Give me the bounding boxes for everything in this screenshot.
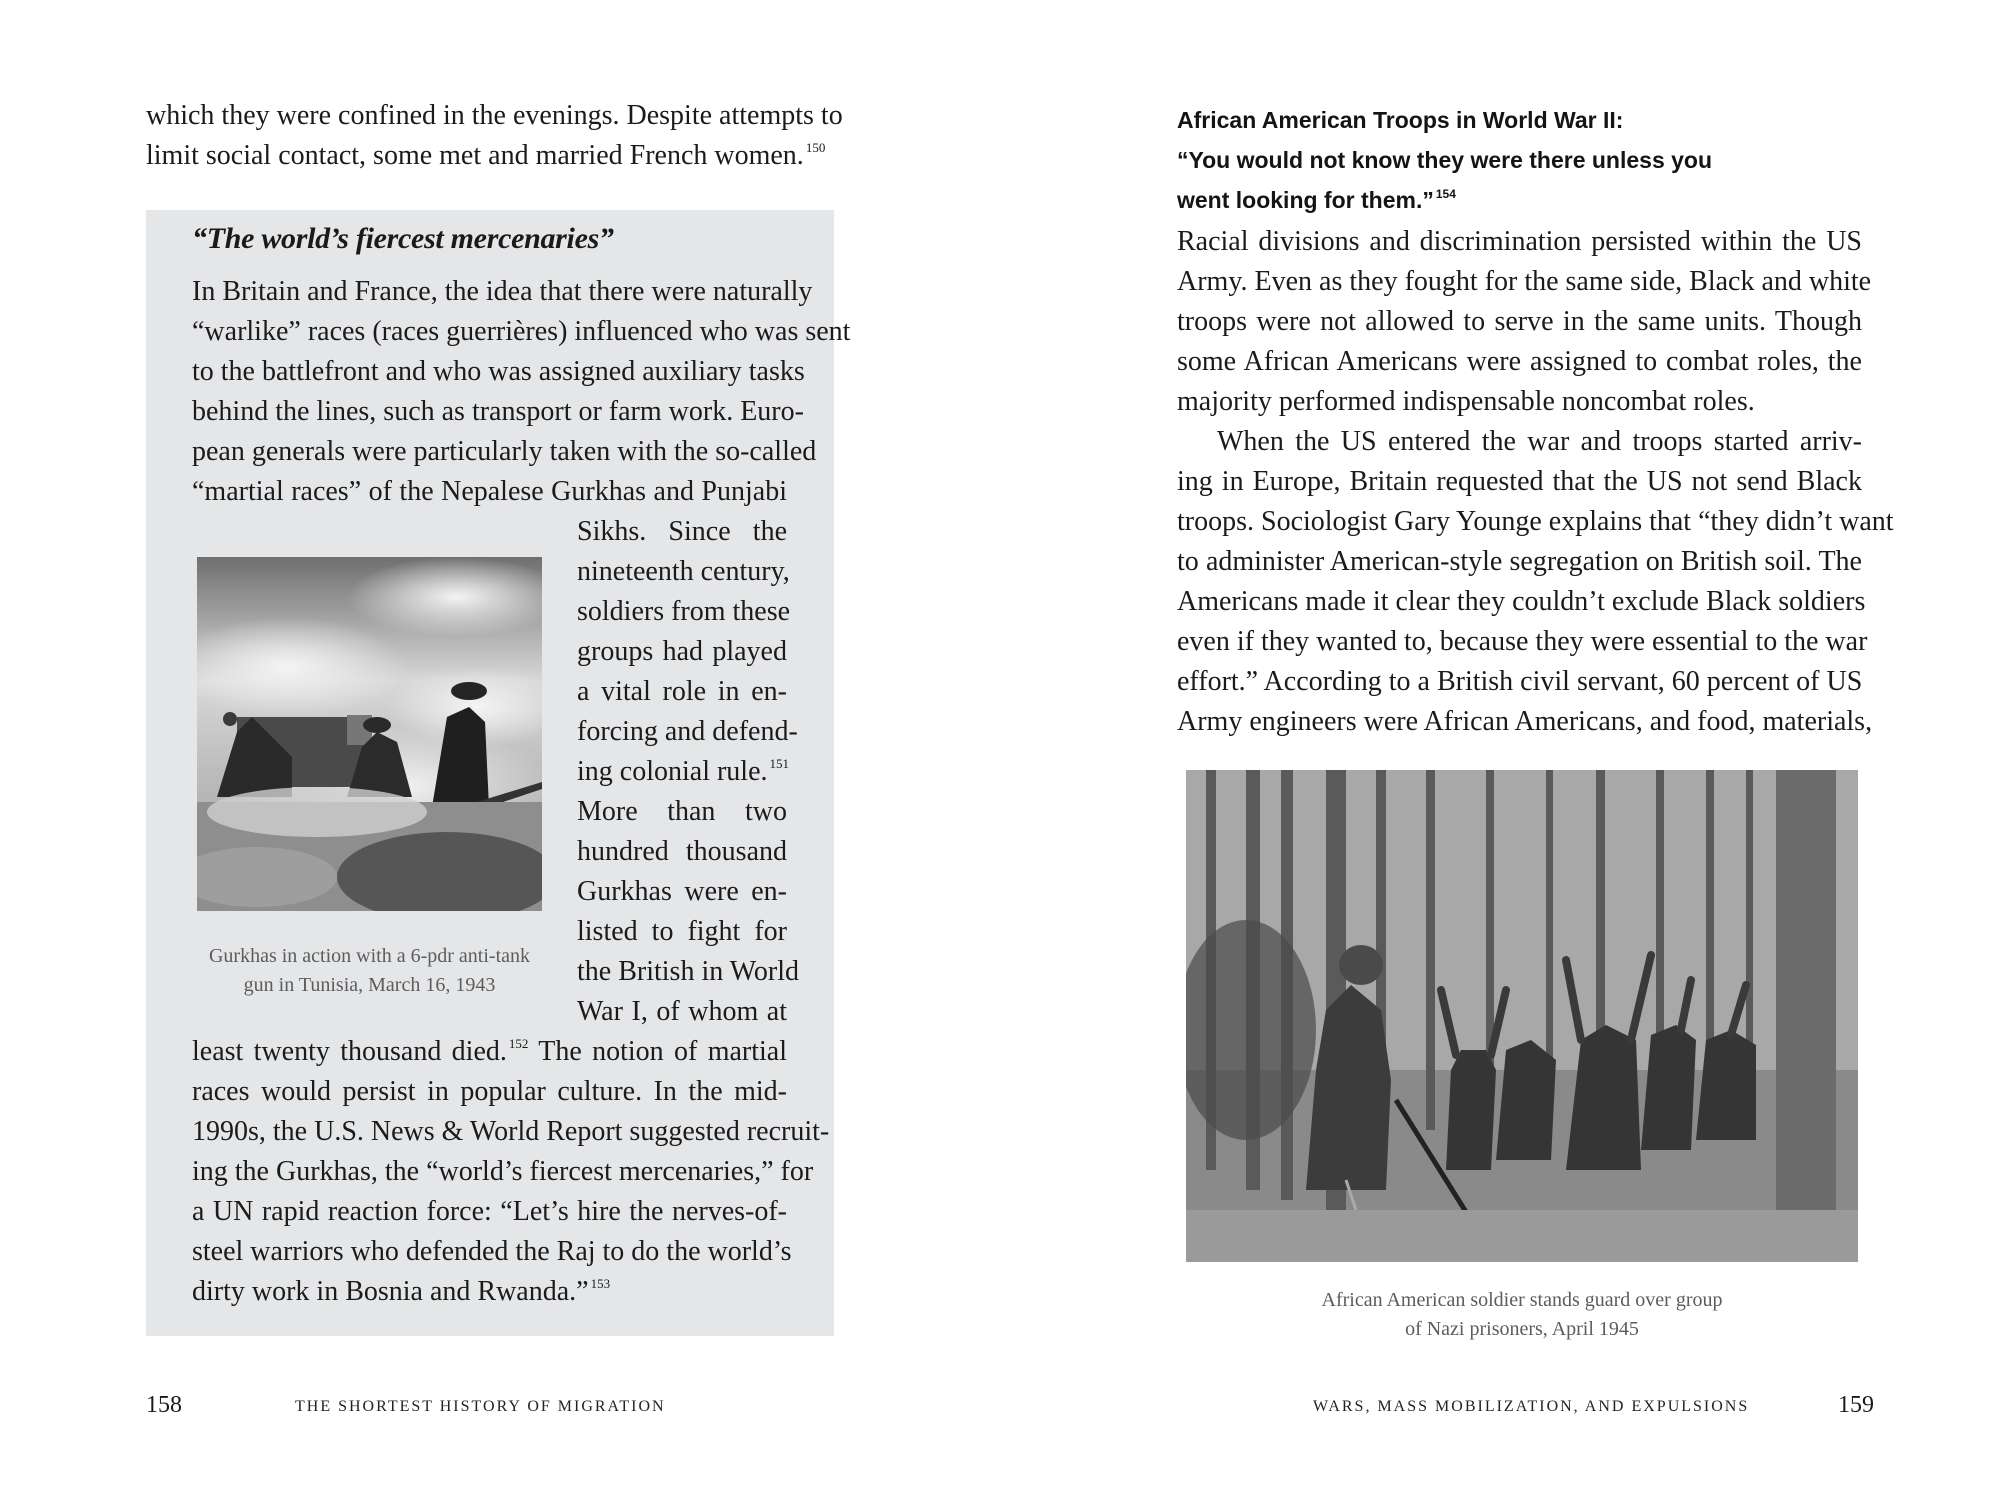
- text-line: [192, 1032, 787, 1072]
- page-number-right: 159: [1838, 1392, 1874, 1418]
- gurkhas-photo-caption: Gurkhas in action with a 6-pdr anti-tank gun in Tunisia, March 16, 1943: [208, 945, 531, 996]
- text-line: effort.” According to a British civil servant, 60 percent of US: [1177, 666, 1863, 697]
- soldier-prisoners-photo-caption: [1186, 1286, 1858, 1344]
- text-line: More than two: [577, 796, 787, 827]
- text-line: Army engineers were African Americans, and food, materials,: [1177, 706, 1873, 737]
- heading-line: “You would not know they were there unless you: [1177, 147, 1713, 173]
- running-head-right: WARS, MASS MOBILIZATION, AND EXPULSIONS: [1313, 1398, 1750, 1415]
- footnote-ref: 151: [769, 756, 790, 771]
- text-line: pean generals were particularly taken with the so-called: [192, 436, 817, 467]
- text-line: When the US entered the war and troops started arriv-: [1217, 426, 1862, 457]
- text-line-content: The notion of martial: [528, 1036, 787, 1067]
- text-line: forcing and defend-: [577, 716, 798, 747]
- text-line: troops were not allowed to serve in the same units. Though: [1177, 306, 1862, 337]
- text-line-content: dirty work in Bosnia and Rwanda.”: [192, 1276, 589, 1307]
- caption-line: of Nazi prisoners, April 1945: [1405, 1318, 1639, 1340]
- section-heading: [1177, 100, 1867, 220]
- heading-line: [1177, 180, 1867, 220]
- text-line: soldiers from these: [577, 596, 791, 627]
- soldier-prisoners-photo: [1186, 770, 1858, 1262]
- page-number-left: 158: [146, 1392, 182, 1418]
- right-body-text: [1177, 222, 1894, 742]
- text-line: “warlike” races (races guerrières) influenced who was sent: [192, 316, 851, 347]
- text-line: hundred thousand: [577, 836, 787, 867]
- text-line: 1990s, the U.S. News & World Report suggested recruit-: [192, 1116, 830, 1147]
- text-line: Army. Even as they fought for the same side, Black and white: [1177, 266, 1872, 297]
- text-line: the British in World: [577, 956, 800, 987]
- text-line: ing in Europe, Britain requested that the US not send Black: [1177, 466, 1862, 497]
- gurkhas-photo: [197, 557, 542, 911]
- text-line: behind the lines, such as transport or farm work. Euro-: [192, 396, 804, 427]
- text-line: a UN rapid reaction force: “Let’s hire the nerves-of-: [192, 1196, 787, 1227]
- text-line: ing the Gurkhas, the “world’s fiercest mercenaries,” for: [192, 1156, 814, 1187]
- text-line: troops. Sociologist Gary Younge explains that “they didn’t want: [1177, 506, 1894, 537]
- sidebar-text-wrapped: [577, 512, 800, 1032]
- footnote-ref: 154: [1435, 187, 1456, 201]
- footnote-ref: 152: [508, 1036, 529, 1051]
- sidebar-text-bottom: [192, 1032, 830, 1312]
- text-line: War I, of whom at: [577, 996, 787, 1027]
- text-line: even if they wanted to, because they were essential to the war: [1177, 626, 1868, 657]
- sidebar-title: “The world’s fiercest mercenaries”: [192, 222, 614, 255]
- text-line: “martial races” of the Nepalese Gurkhas and Punjabi: [192, 476, 787, 507]
- heading-line: African American Troops in World War II:: [1177, 107, 1624, 133]
- text-line: majority performed indispensable noncombat roles.: [1177, 386, 1755, 417]
- text-line: [146, 136, 834, 176]
- text-line: listed to fight for: [577, 916, 787, 947]
- heading-line-content: went looking for them.”: [1177, 187, 1434, 213]
- text-line: a vital role in en-: [577, 676, 787, 707]
- text-line: Racial divisions and discrimination persisted within the US: [1177, 226, 1862, 257]
- text-line: some African Americans were assigned to combat roles, the: [1177, 346, 1862, 377]
- soldier-prisoners-photo-image: [1186, 770, 1858, 1262]
- footnote-ref: 150: [805, 140, 826, 155]
- text-line: [192, 1272, 787, 1312]
- text-line: [577, 752, 790, 792]
- text-line-content: limit social contact, some met and married French women.: [146, 140, 804, 171]
- text-line: races would persist in popular culture. In the mid-: [192, 1076, 787, 1107]
- text-line-content: least twenty thousand died.: [192, 1036, 507, 1067]
- text-line: Sikhs. Since the: [577, 516, 787, 547]
- left-intro-paragraph: [146, 96, 843, 176]
- text-line: nineteenth century,: [577, 556, 790, 587]
- sidebar-text-top: [192, 272, 851, 512]
- text-line: steel warriors who defended the Raj to do the world’s: [192, 1236, 792, 1267]
- text-line: which they were confined in the evenings. Despite attempts to: [146, 100, 843, 131]
- gurkhas-photo-image: [197, 557, 542, 911]
- text-line: Gurkhas were en-: [577, 876, 787, 907]
- text-line: to administer American-style segregation on British soil. The: [1177, 546, 1862, 577]
- text-line: groups had played: [577, 636, 787, 667]
- footnote-ref: 153: [590, 1276, 611, 1291]
- text-line: Americans made it clear they couldn’t exclude Black soldiers: [1177, 586, 1866, 617]
- text-line: In Britain and France, the idea that there were naturally: [192, 276, 813, 307]
- caption-line: African American soldier stands guard over group: [1321, 1289, 1723, 1311]
- text-line-content: ing colonial rule.: [577, 756, 768, 787]
- text-line: to the battlefront and who was assigned auxiliary tasks: [192, 356, 805, 387]
- running-head-left: THE SHORTEST HISTORY OF MIGRATION: [295, 1398, 666, 1415]
